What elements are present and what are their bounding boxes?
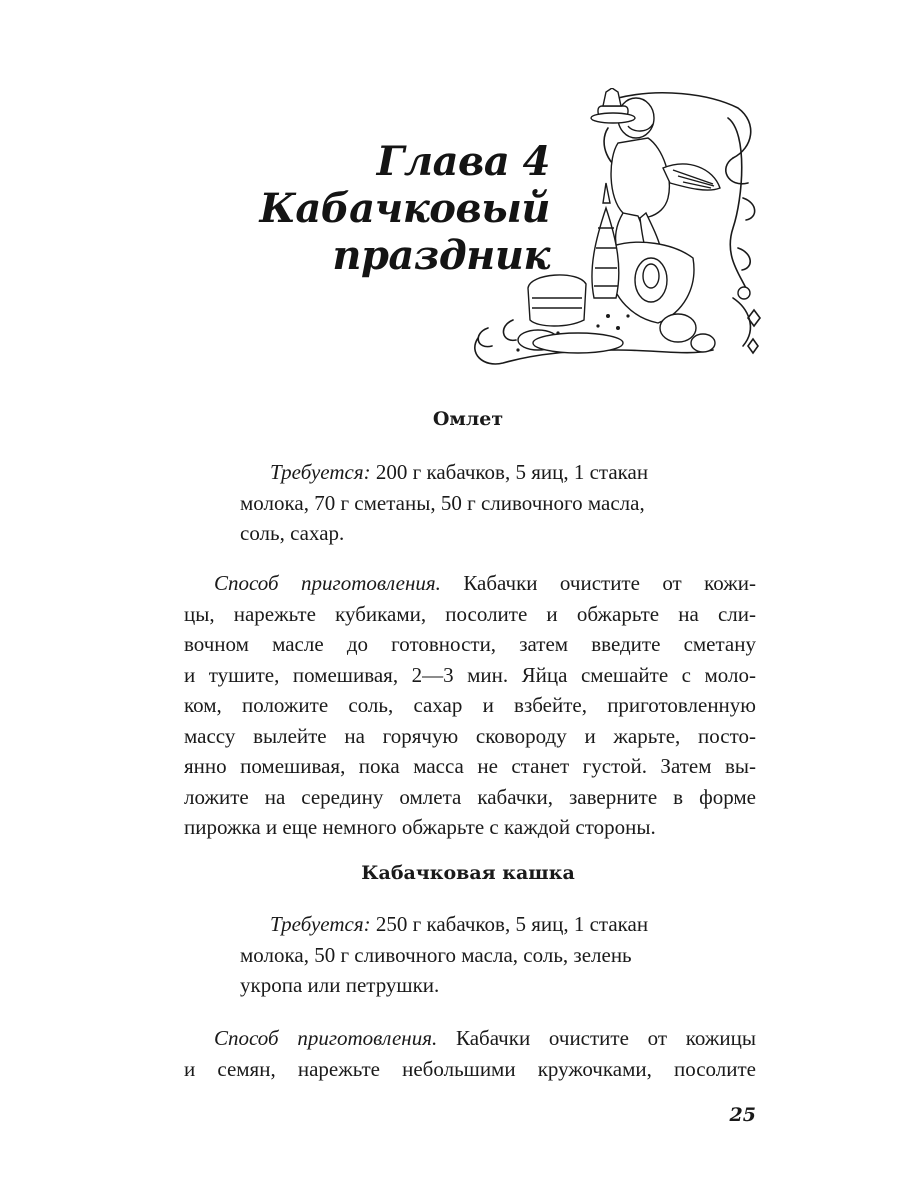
page-number: 25 [729,1104,756,1126]
method-line: и семян, нарежьте небольшими кружочками, посолите [184,1056,756,1081]
method-line: массу вылейте на горячую сковороду и жарьте, посто- [184,723,756,748]
method-line: цы, нарежьте кубиками, посолите и обжарьте на сли- [184,601,756,626]
ingredients-block [240,909,710,1001]
chapter-title-line: Глава 4 [376,138,550,185]
method-line: и тушите, помешивая, 2—3 мин. Яйца смешайте с моло- [184,662,756,687]
method-line: Способ приготовления. Кабачки очистите от кожицы [214,1026,756,1050]
recipe-title: Омлет [432,408,504,430]
method-paragraph [184,568,756,843]
method-line: янно помешивая, пока масса не станет густой. Затем вы- [184,754,756,778]
method-line: ложите на середину омлета кабачки, заверните в форме [184,784,756,809]
chapter-title-line: Кабачковый [259,185,550,232]
chapter-title-line: праздник [332,232,550,279]
method-label: Способ приготовления. [214,1026,438,1050]
recipe-title: Кабачковая кашка [361,862,575,884]
method-line: Способ приготовления. Кабачки очистите от кожи- [214,571,756,595]
ingredients-line: соль, сахар. [240,521,345,545]
cherub-ornament-icon [458,88,762,388]
ingredients-line: Требуется: 200 г кабачков, 5 яиц, 1 стакан [270,460,649,484]
ingredients-line: укропа или петрушки. [240,973,440,997]
method-line: ком, положите соль, сахар и взбейте, приготовленную [184,693,756,717]
method-paragraph [184,1023,756,1084]
method-line: пирожка и еще немного обжарьте с каждой стороны. [184,815,656,839]
ingredients-line: Требуется: 250 г кабачков, 5 яиц, 1 стакан [270,912,649,936]
ingredients-line: молока, 50 г сливочного масла, соль, зелень [240,942,632,967]
ingredients-line: молока, 70 г сметаны, 50 г сливочного масла, [240,490,645,515]
ingredients-block [240,457,710,549]
method-line: вочном масле до готовности, затем введите сметану [184,632,756,656]
ingredients-label: Требуется: [270,912,371,936]
method-label: Способ приготовления. [214,571,441,595]
ingredients-label: Требуется: [270,460,371,484]
